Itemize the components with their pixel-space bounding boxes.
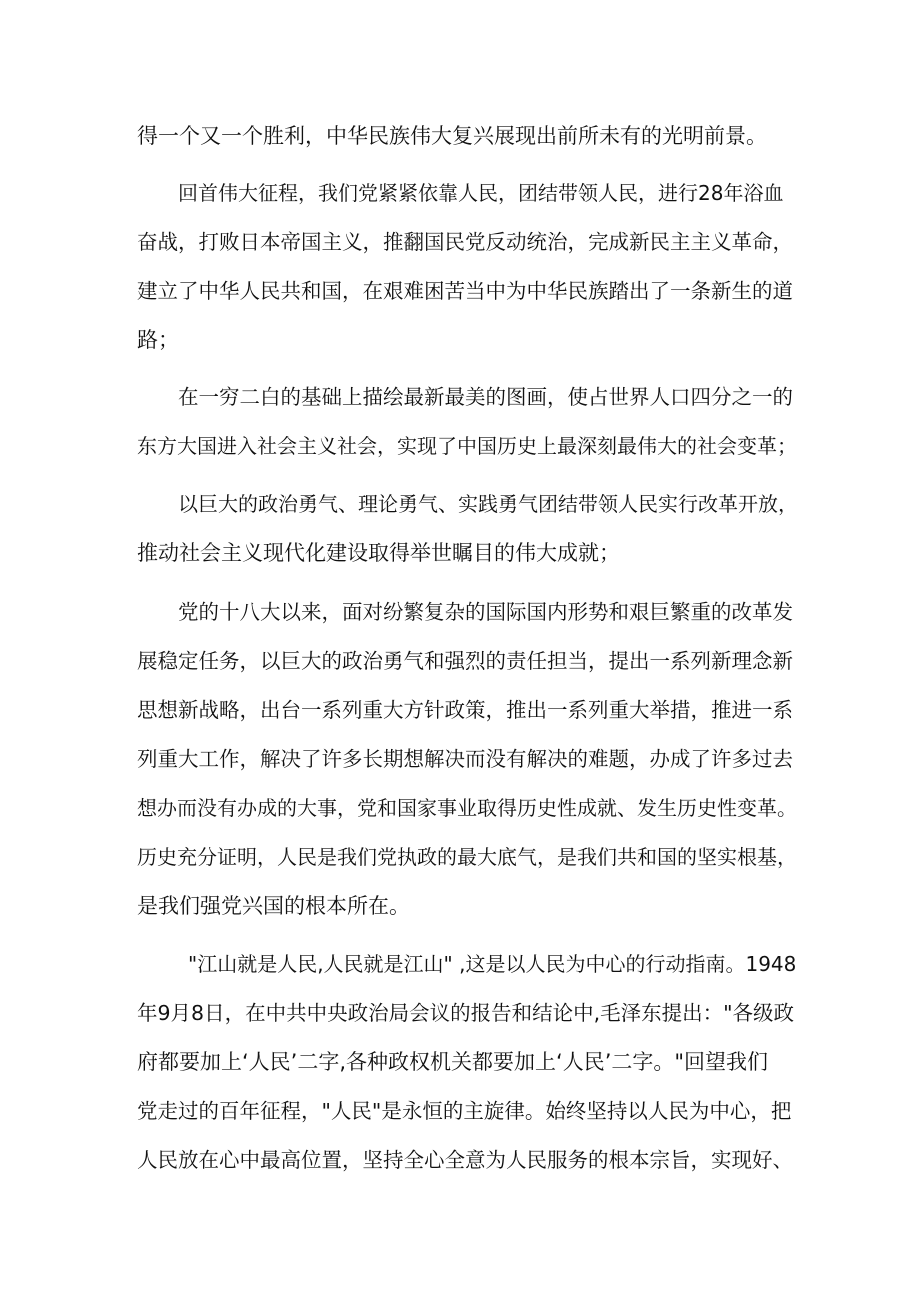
text-line: 党走过的百年征程，"人民"是永恒的主旋律。始终坚持以人民为中心，把: [137, 1099, 792, 1123]
text-line: 路；: [137, 328, 179, 352]
text-line: 建立了中华人民共和国，在艰难困苦当中为中华民族踏出了一条新生的道: [137, 279, 793, 303]
paragraph-start-line: "江山就是人民,人民就是江山" ,这是以人民为中心的行动指南。1948: [188, 952, 797, 976]
text-line: 想办而没有办成的大事，党和国家事业取得历史性成就、发生历史性变革。: [137, 796, 797, 820]
text-line: 奋战，打败日本帝国主义，推翻国民党反动统治，完成新民主主义革命，: [137, 230, 793, 254]
text-line: 列重大工作，解决了许多长期想解决而没有解决的难题，办成了许多过去: [137, 747, 793, 771]
text-line: 人民放在心中最高位置，坚持全心全意为人民服务的根本宗旨，实现好、: [137, 1148, 793, 1172]
paragraph-start-line: 回首伟大征程，我们党紧紧依靠人民，团结带领人民，进行28年浴血: [178, 181, 784, 205]
text-line: 府都要加上‘人民’二字,各种政权机关都要加上‘人民’二字。"回望我们: [137, 1050, 769, 1074]
text-line: 得一个又一个胜利，中华民族伟大复兴展现出前所未有的光明前景。: [137, 124, 767, 148]
text-line: 思想新战略，出台一系列重大方针政策，推出一系列重大举措，推进一系: [137, 698, 793, 722]
text-line: 是我们强党兴国的根本所在。: [137, 894, 410, 918]
text-line: 东方大国进入社会主义社会，实现了中国历史上最深刻最伟大的社会变革；: [137, 434, 797, 458]
paragraph-start-line: 以巨大的政治勇气、理论勇气、实践勇气团结带领人民实行改革开放，: [178, 492, 798, 516]
text-line: 推动社会主义现代化建设取得举世瞩目的伟大成就；: [137, 541, 620, 565]
text-line: 年9月8日，在中共中央政治局会议的报告和结论中,毛泽东提出："各级政: [137, 1001, 795, 1025]
paragraph-start-line: 在一穷二白的基础上描绘最新最美的图画，使占世界人口四分之一的: [178, 385, 793, 409]
text-line: 展稳定任务，以巨大的政治勇气和强烈的责任担当，提出一系列新理念新: [137, 649, 793, 673]
text-line: 历史充分证明，人民是我们党执政的最大底气，是我们共和国的坚实根基，: [137, 845, 797, 869]
paragraph-start-line: 党的十八大以来，面对纷繁复杂的国际国内形势和艰巨繁重的改革发: [178, 600, 793, 624]
